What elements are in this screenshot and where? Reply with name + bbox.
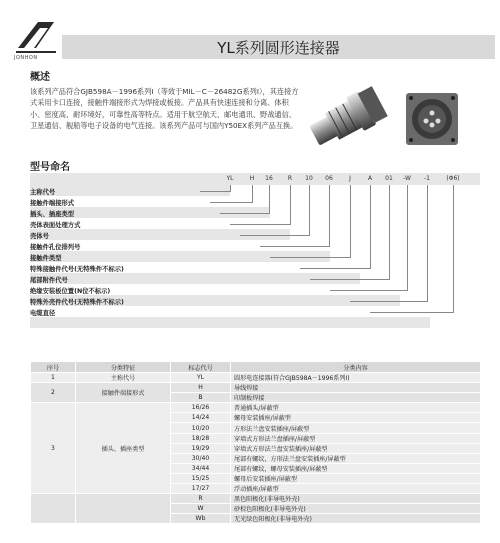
overview-text: 该系列产品符合GJB598A－1996系列Ⅰ（等效于MIL－C－26482G系列Ⅰ），其连接方式采用卡口连接，接触件端接形式为焊接或板接。产品具有快速连接和分离、体积小、密度高、耐环境好，可靠性高等特点。适用于航空航天、邮电通讯、野战通信、卫星通信、舰船等电子设备的电气连接。该系列产品可与国内Y50EX系列产品互换。 (30, 87, 299, 130)
code-cell: A (367, 175, 373, 182)
code-cell: H (249, 175, 255, 182)
table-header-row (31, 362, 481, 373)
cell-code: YL (171, 373, 231, 383)
naming-row: 接触件孔位排列号 (30, 244, 81, 251)
cell-code: 18/28 (171, 433, 231, 443)
code-cell: (Φ6) (446, 175, 460, 182)
naming-row: 特殊接触件代号(无特殊件不标示) (30, 266, 124, 273)
cell-code: 10/20 (171, 423, 231, 433)
naming-row: 尾部附件代号 (30, 277, 68, 284)
cell-code: B (171, 393, 231, 403)
table-header: 分类内容 (231, 362, 481, 373)
connector-product-image (302, 77, 464, 155)
jonhon-logo-icon (14, 18, 58, 54)
title-bar (62, 35, 495, 59)
table-row (31, 383, 481, 393)
naming-row: 接触件类型 (30, 255, 62, 262)
cell-no: 1 (31, 373, 76, 383)
overview-heading: 概述 (30, 72, 50, 83)
brand-logo-text: JONHON (14, 55, 38, 61)
table-header: 序号 (31, 362, 76, 373)
cell-no: 3 (31, 403, 76, 494)
code-cell: 06 (325, 175, 333, 182)
cell-content: 方形法兰盘安装插座/屏蔽型 (231, 423, 481, 433)
cell-code: 19/29 (171, 443, 231, 453)
naming-heading: 型号命名 (30, 162, 70, 173)
cell-code: R (171, 494, 231, 504)
code-cell: 01 (385, 175, 393, 182)
page-title: YL系列圆形连接器 (217, 39, 340, 57)
code-cell: 16 (265, 175, 273, 182)
cell-content: 砂棕色阳极化(非导电外壳) (231, 504, 481, 514)
naming-row: 电缆直径 (30, 310, 56, 317)
cell-content: 浮动插座/屏蔽型 (231, 484, 481, 494)
cell-content: 无光绿色阳极化(非导电外壳) (231, 514, 481, 524)
cell-content: 导线焊接 (231, 383, 481, 393)
cell-feature (76, 494, 171, 524)
cell-content: 螺母安装插座/屏蔽型 (231, 413, 481, 423)
cell-feature: 插头、插座类型 (76, 403, 171, 494)
naming-row: 插头、插座类型 (30, 211, 75, 218)
cell-no (31, 494, 76, 524)
cell-code: 30/40 (171, 453, 231, 463)
table-row (31, 494, 481, 504)
naming-band (30, 317, 430, 328)
cell-code: 34/44 (171, 463, 231, 473)
cell-no: 2 (31, 383, 76, 403)
code-cell: -W (403, 175, 411, 182)
cell-content: 印制板焊接 (231, 393, 481, 403)
table-header: 分类特征 (76, 362, 171, 373)
cell-code: 17/27 (171, 484, 231, 494)
table-row (31, 373, 481, 383)
cell-content: 普通插头/屏蔽型 (231, 403, 481, 413)
code-cell: R (287, 175, 293, 182)
cell-content: 尾部有螺纹，螺母安装插座/屏蔽型 (231, 463, 481, 473)
table-row (31, 403, 481, 413)
cell-content: 穿墙式方形法兰盘安装插座/屏蔽型 (231, 443, 481, 453)
cell-code: 16/26 (171, 403, 231, 413)
naming-row: 壳体表面处理方式 (30, 222, 81, 229)
naming-row: 特殊外壳件代号(无特殊件不标示) (30, 299, 124, 306)
naming-row: 接触件端接形式 (30, 200, 75, 207)
cell-content: 尾部有螺纹，方形法兰盘安装插座/屏蔽型 (231, 453, 481, 463)
cell-content: 圆形电连接器(符合GJB598A－1996系列Ⅰ) (231, 373, 481, 383)
code-cell: -1 (424, 175, 430, 182)
naming-row: 主称代号 (30, 189, 56, 196)
code-cell: YL (226, 175, 234, 182)
cell-feature: 接触件端接形式 (76, 383, 171, 403)
cell-code: 15/25 (171, 473, 231, 483)
code-cell: J (349, 175, 351, 182)
cell-feature: 主称代号 (76, 373, 171, 383)
cell-code: 14/24 (171, 413, 231, 423)
naming-row: 绝缘安装板位置(N位不标示) (30, 288, 111, 295)
cell-content: 黑色阳极化(非导电外壳) (231, 494, 481, 504)
table-header: 标志代号 (171, 362, 231, 373)
cell-content: 螺母后安装插座/屏蔽型 (231, 473, 481, 483)
code-cell: 10 (305, 175, 313, 182)
cell-content: 穿墙式方形法兰盘插座/屏蔽型 (231, 433, 481, 443)
cell-code: Wb (171, 514, 231, 524)
naming-row: 壳体号 (30, 233, 49, 240)
classification-table (30, 361, 481, 524)
cell-code: W (171, 504, 231, 514)
cell-code: H (171, 383, 231, 393)
